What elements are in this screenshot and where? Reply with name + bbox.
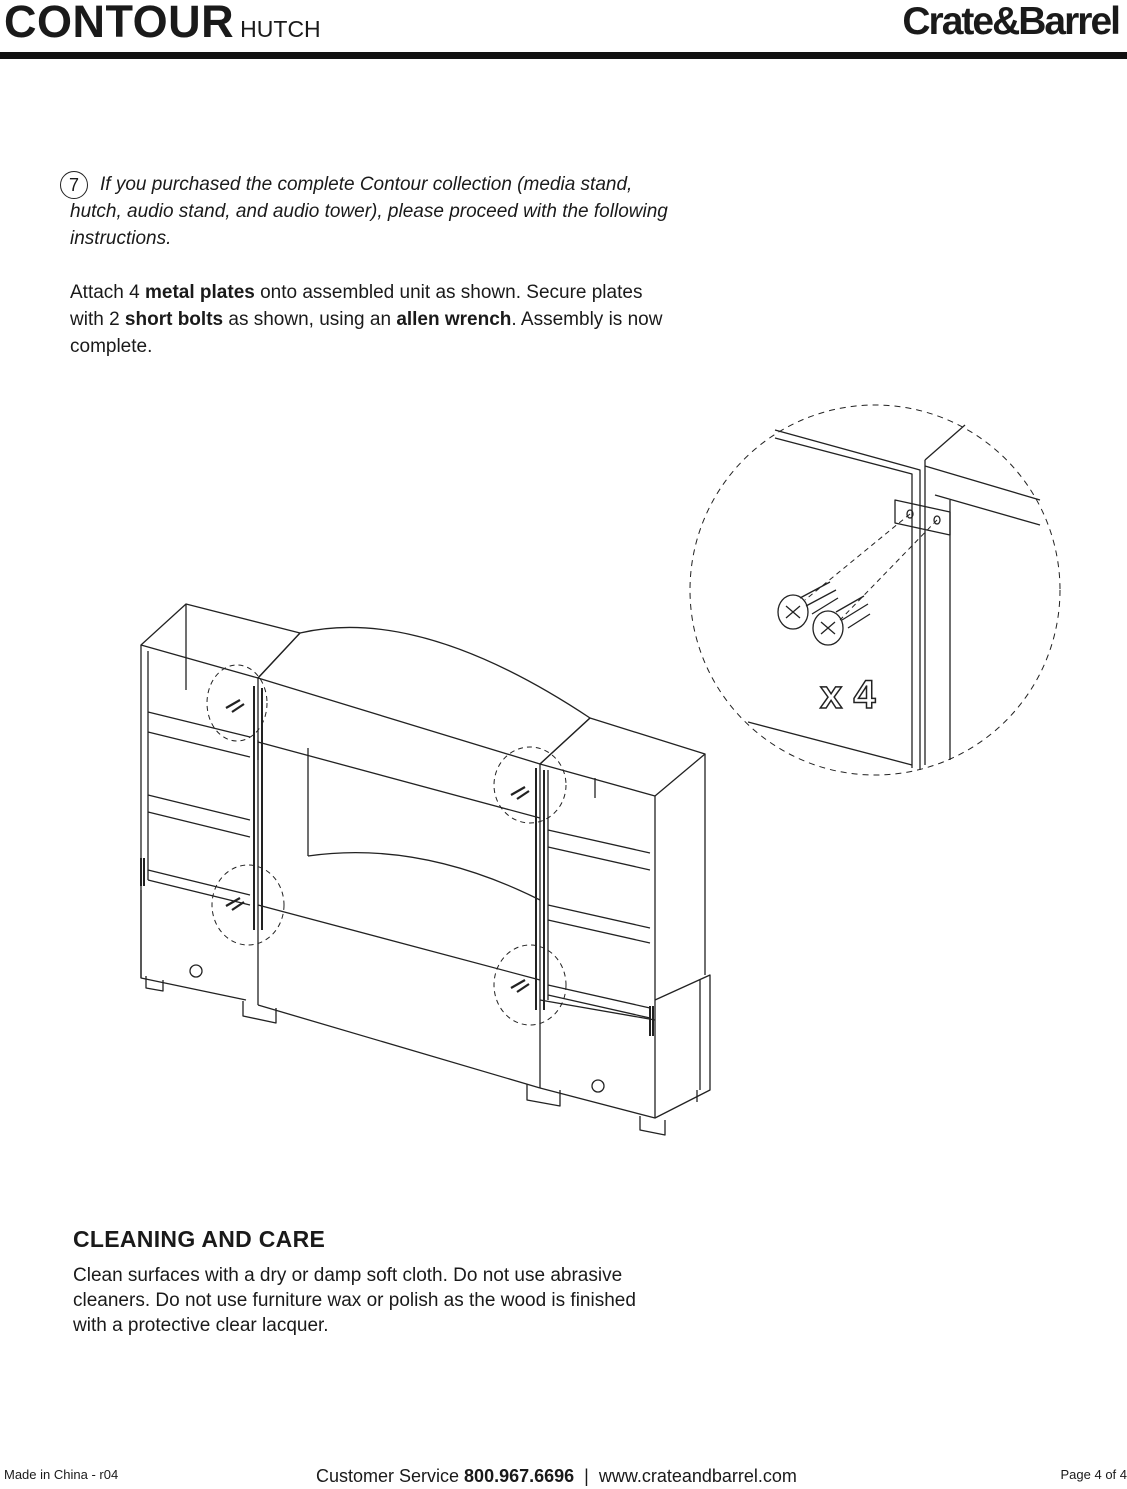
footer-contact xyxy=(316,1466,797,1487)
page-number: Page 4 of 4 xyxy=(1060,1467,1127,1482)
left-tower xyxy=(141,604,300,1023)
brand-logo: Crate&Barrel xyxy=(902,0,1119,43)
cleaning-care-section xyxy=(73,1226,663,1338)
document-title xyxy=(4,0,321,48)
header-rule xyxy=(0,52,1127,59)
step-number: 7 xyxy=(60,171,88,199)
center-section xyxy=(258,627,590,1106)
product-type: HUTCH xyxy=(240,16,321,42)
bolts xyxy=(226,700,529,992)
product-name: CONTOUR xyxy=(4,0,235,47)
website-link[interactable]: www.crateandbarrel.com xyxy=(598,1466,797,1486)
step-text-4: . Assembly is now complete. xyxy=(70,309,663,357)
footer-origin: Made in China - r04 xyxy=(4,1467,119,1482)
step-text-1: Attach 4 xyxy=(70,282,145,303)
service-label: Customer Service xyxy=(316,1466,465,1486)
step-instructions xyxy=(70,171,680,360)
assembly-diagram xyxy=(0,380,1127,1160)
care-heading: CLEANING AND CARE xyxy=(73,1226,326,1252)
step-intro: If you purchased the complete Contour collection (media stand, hutch, audio stand, and audio tower), please proceed with the following instructions. xyxy=(70,174,668,249)
step-text-2: onto assembled unit as shown. Secure plates with 2 xyxy=(70,282,643,330)
step-text-3: as shown, using an xyxy=(223,309,397,330)
care-text: Clean surfaces with a dry or damp soft cloth. Do not use abrasive cleaners. Do not use furniture wax or polish as the wood is finished with a protective clear lacquer. xyxy=(73,1265,636,1336)
part-metal-plates: metal plates xyxy=(145,282,255,303)
footer-separator: | xyxy=(574,1466,599,1486)
detail-view xyxy=(690,405,1060,775)
callout-circles xyxy=(207,665,566,1025)
tool-allen-wrench: allen wrench xyxy=(396,309,512,330)
step-body xyxy=(70,279,680,360)
part-short-bolts: short bolts xyxy=(124,309,224,330)
service-phone: 800.967.6696 xyxy=(464,1466,575,1486)
metal-plate-brackets xyxy=(141,686,653,1036)
quantity-label: x 4 xyxy=(820,673,876,717)
